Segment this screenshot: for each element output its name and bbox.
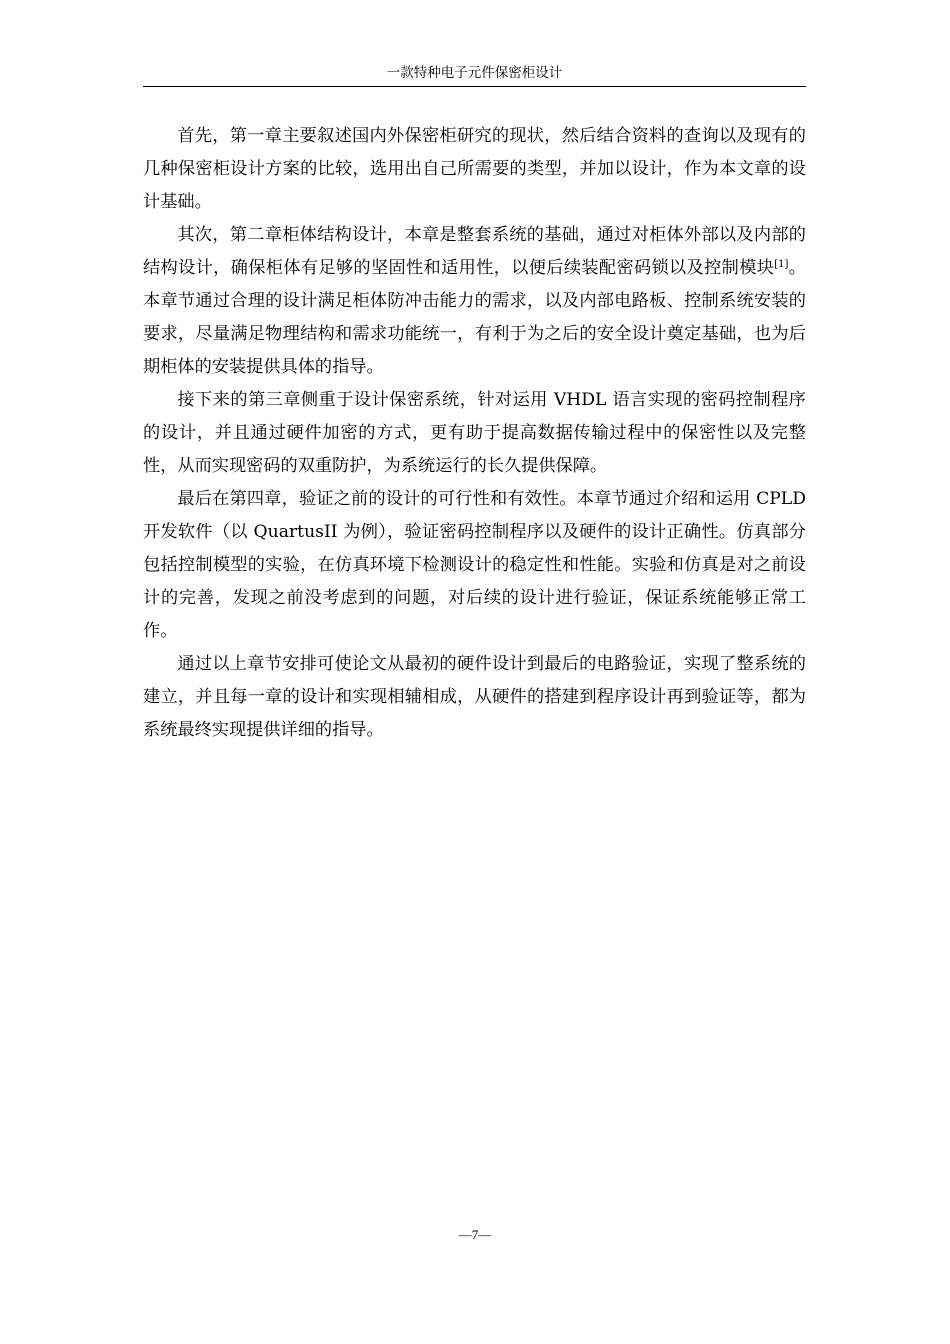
header-divider [143, 86, 806, 87]
paragraph-chapter-overview-3: 接下来的第三章侧重于设计保密系统，针对运用 VHDL 语言实现的密码控制程序的设计，并且通过硬件加密的方式，更有助于提高数据传输过程中的保密性以及完整性，从而实现密码的双重防护，为系统运行的长久提供保障。 [143, 390, 806, 476]
paragraph-2-text: 其次，第二章柜体结构设计，本章是整套系统的基础，通过对柜体外部以及内部的结构设计，确保柜体有足够的坚固性和适用性，以便后续装配密码锁以及控制模块 [143, 225, 806, 278]
paragraph-chapter-overview-1: 首先，第一章主要叙述国内外保密柜研究的现状，然后结合资料的查询以及现有的几种保密柜设计方案的比较，选用出自己所需要的类型，并加以设计，作为本文章的设计基础。 [143, 126, 806, 212]
citation-reference: [1] [774, 259, 789, 270]
page-number: —7— [458, 1227, 492, 1242]
paragraph-chapter-overview-2 [143, 219, 806, 384]
paragraph-chapter-overview-5: 通过以上章节安排可使论文从最初的硬件设计到最后的电路验证，实现了整系统的建立，并且每一章的设计和实现相辅相成，从硬件的搭建到程序设计再到验证等，都为系统最终实现提供详细的指导。 [143, 654, 806, 740]
paragraph-2-continuation: 。本章节通过合理的设计满足柜体防冲击能力的需求，以及内部电路板、控制系统安装的要求，尽量满足物理结构和需求功能统一，有利于为之后的安全设计奠定基础，也为后期柜体的安装提供具体的指导。 [143, 258, 806, 377]
body-text [143, 120, 806, 747]
running-header-title: 一款特种电子元件保密柜设计 [386, 65, 563, 81]
paragraph-chapter-overview-4: 最后在第四章，验证之前的设计的可行性和有效性。本章节通过介绍和运用 CPLD 开发软件（以 QuartusII 为例），验证密码控制程序以及硬件的设计正确性。仿真部分包括控制模型的实验，在仿真环境下检测设计的稳定性和性能。实验和仿真是对之前设计的完善，发现之前没考虑到的问题，对后续的设计进行验证，保证系统能够正常工作。 [143, 489, 806, 641]
